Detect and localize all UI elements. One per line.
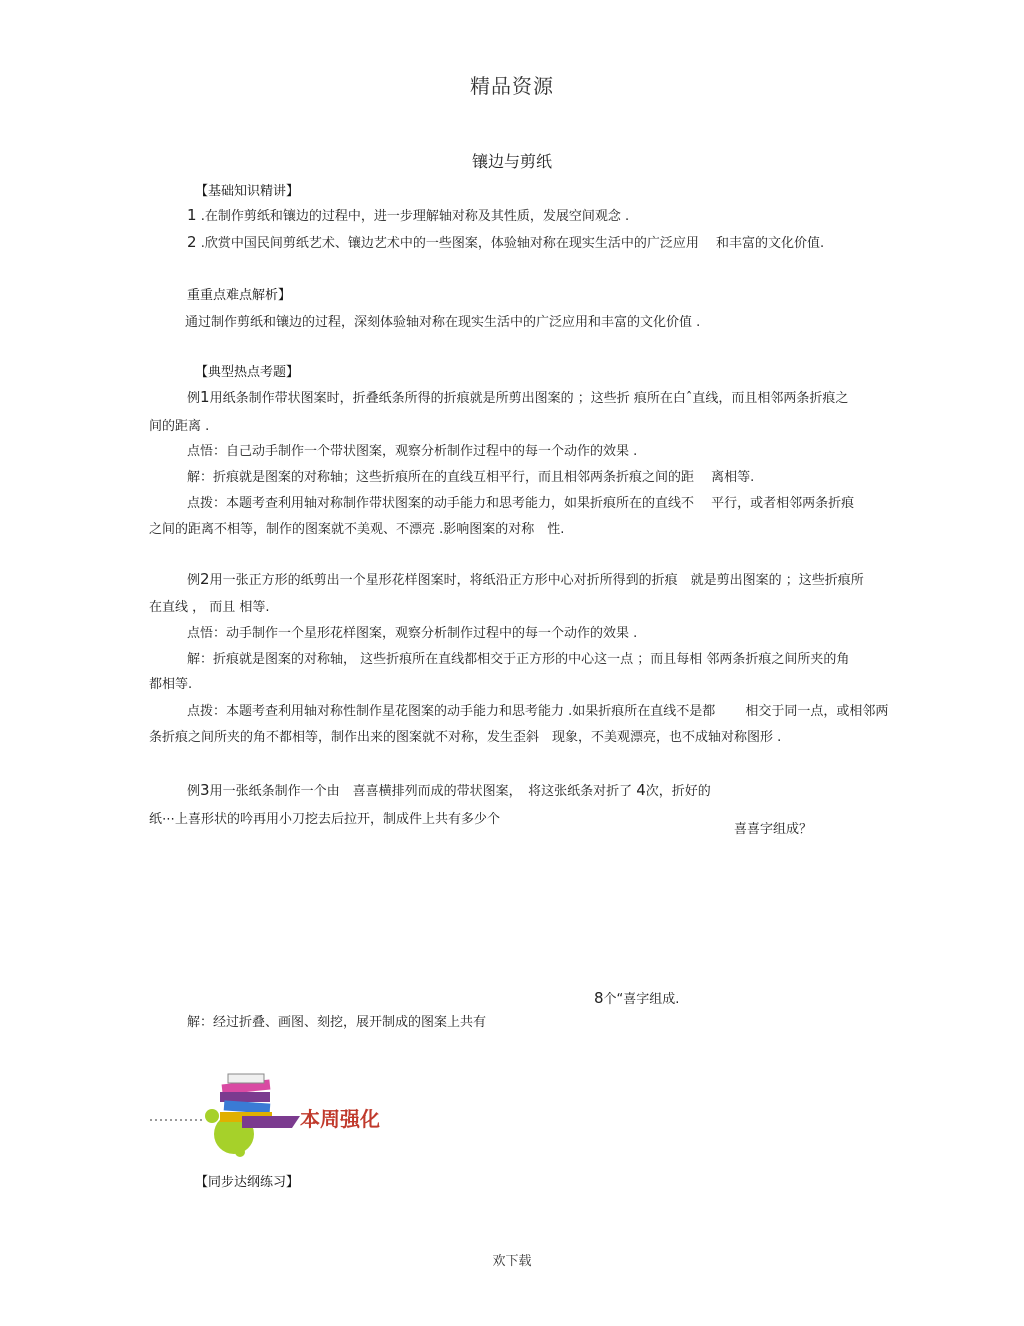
page-footer: 欢下载 [492,1254,532,1269]
example-3-line-1 [187,780,711,799]
basic-item-1 [187,205,629,224]
example-2-comment-line-1: 点拨：本题考查利用轴对称性制作星花图案的动手能力和思考能力 .如果折痕所在直线不是都 相交于同一点，或相邻两 [187,704,889,719]
section-key-heading: 重重点难点解析】 [187,288,292,303]
section-basic-heading: 【基础知识精讲】 [195,184,300,199]
example-1-label: 例 [187,391,201,406]
example-3-answer [594,988,679,1007]
basic-item-2-text: .欣赏中国民间剪纸艺术、镶边艺术中的一些图案，体验轴对称在现实生活中的广泛应用 和丰富的文化价值. [200,236,825,251]
example-3-question-tail: 次，折好的 [645,784,711,799]
section-practice-heading: 【同步达纲练习】 [195,1175,300,1190]
example-2-number: 2 [200,570,210,588]
example-1-comment-line-1: 点拨：本题考查利用轴对称制作带状图案的动手能力和思考能力，如果折痕所在的直线不 平行，或者相邻两条折痕 [187,496,855,511]
example-3-question: 用一张纸条制作一个由 喜喜横排列而成的带状图案， 将这张纸条对折了 [209,784,633,799]
example-1-solution: 解：折痕就是图案的对称轴；这些折痕所在的直线互相平行，而且相邻两条折痕之间的距 离相等. [187,470,755,485]
basic-item-1-text: .在制作剪纸和镶边的过程中，进一步理解轴对称及其性质，发展空间观念 . [200,209,630,224]
page-title: 镶边与剪纸 [471,152,552,171]
example-2-line-1 [187,569,864,588]
example-3-answer-number: 8 [594,989,604,1007]
example-3-solution: 解：经过折叠、画图、刻挖，展开制成的图案上共有 [187,1015,487,1030]
weekly-banner [150,1068,400,1158]
key-text: 通过制作剪纸和镶边的过程，深刻体验轴对称在现实生活中的广泛应用和丰富的文化价值 . [185,315,701,330]
example-3-answer-text: 个“喜字组成. [603,992,680,1007]
section-typical-heading: 【典型热点考题】 [195,365,300,380]
basic-item-2-number: 2 [187,233,197,251]
example-2-question: 用一张正方形的纸剪出一个星形花样图案时，将纸沿正方形中心对折所得到的折痕 就是剪出图案的 ；这些折痕所 [209,573,864,588]
example-1-number: 1 [200,388,210,406]
example-2-hint: 点悟：动手制作一个星形花样图案，观察分析制作过程中的每一个动作的效果 . [187,626,638,641]
example-2-comment-line-2: 条折痕之间所夹的角不都相等，制作出来的图案就不对称，发生歪斜 现象，不美观漂亮，也不成轴对称图形 . [149,730,782,745]
example-1-comment-line-2: 之间的距离不相等，制作的图案就不美观、不漂亮 .影响图案的对称 性. [149,522,565,537]
books-illustration-icon [150,1068,400,1158]
basic-item-2 [187,232,824,251]
page-header: 精品资源 [470,74,554,98]
banner-title: 本周强化 [300,1107,380,1131]
example-3-number: 3 [200,781,210,799]
example-3-line-2: 纸⋯上喜形状的吟再用小刀挖去后拉开，制成件上共有多少个 [149,812,501,827]
example-1-line-2: 间的距离 . [149,419,210,434]
example-1-question: 用纸条制作带状图案时，折叠纸条所得的折痕就是所剪出图案的 ；这些折 痕所在白ˆ直线，而且相邻两条折痕之 [209,391,849,406]
example-3-fold-count: 4 [636,781,646,799]
example-2-solution-line-1: 解：折痕就是图案的对称轴， 这些折痕所在直线都相交于正方形的中心这一点 ；而且每相 邻两条折痕之间所夹的角 [187,652,850,667]
example-1-line-1 [187,387,848,406]
example-3-label: 例 [187,784,201,799]
example-3-line-2-right: 喜喜字组成？ [734,822,813,837]
example-2-label: 例 [187,573,201,588]
example-2-solution-line-2: 都相等. [149,677,193,692]
example-2-line-2: 在直线 ， 而且 相等. [149,600,270,615]
example-1-hint: 点悟：自己动手制作一个带状图案，观察分析制作过程中的每一个动作的效果 . [187,444,638,459]
basic-item-1-number: 1 [187,206,197,224]
